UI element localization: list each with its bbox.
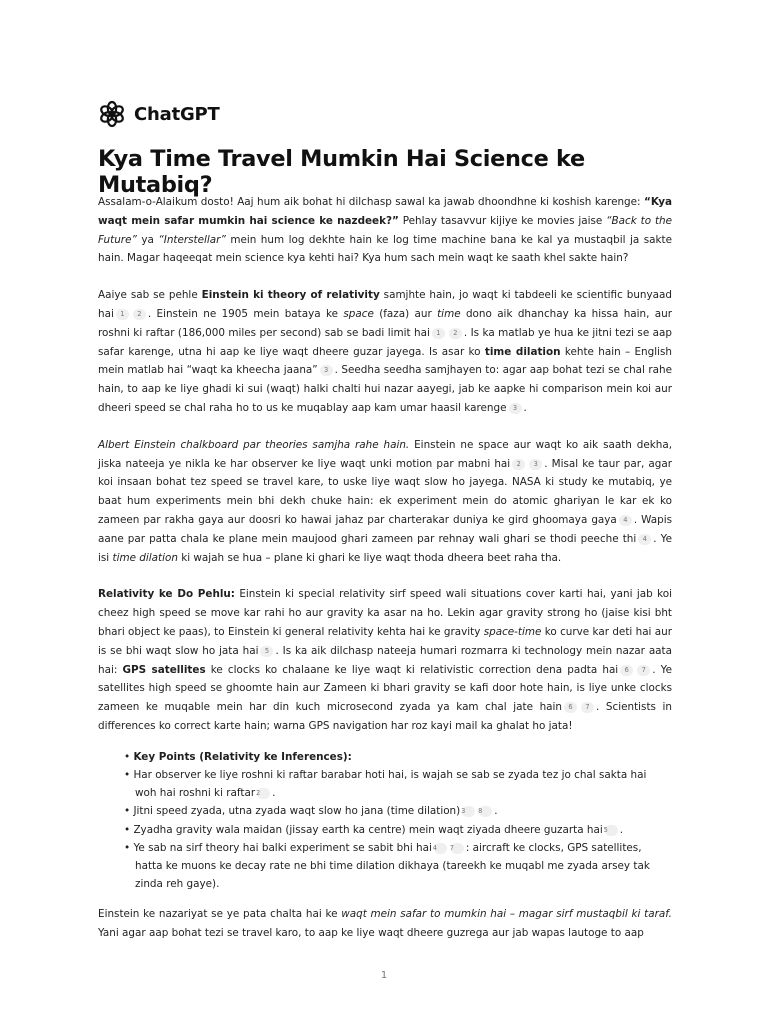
list-item: • Jitni speed zyada, utna zyada waqt slow ho jana (time dilation)3 8 .	[124, 802, 664, 820]
citation-badge[interactable]: 2	[257, 788, 270, 799]
citation-badge[interactable]: 1	[116, 309, 129, 320]
citation-badge[interactable]: 2	[449, 328, 462, 339]
citation-badge[interactable]: 3	[462, 806, 475, 817]
list-item: • Key Points (Relativity ke Inferences):	[124, 748, 664, 766]
citation-badge[interactable]: 6	[620, 665, 633, 676]
paragraph-conclusion: Einstein ke nazariyat se ye pata chalta hai ke waqt mein safar to mumkin hai – magar sirf mustaqbil ki taraf. Yani agar aap bohat tezi se travel karo, to aap ke liye waqt dheere guzrega aur jab wapas lautoge to aap	[98, 908, 672, 940]
citation-badge[interactable]: 5	[260, 646, 273, 657]
page-title: Kya Time Travel Mumkin Hai Science ke Mutabiq?	[98, 146, 585, 198]
list-item: • Ye sab na sirf theory hai balki experiment se sabit bhi hai4 7 : aircraft ke clocks, GPS satellites, hatta ke muons ke decay rate ne bhi time dilation dikhaya (tareekh ke muqabl me zyada arsey tak zinda reh gaye).	[124, 839, 664, 894]
openai-flower-icon	[98, 100, 126, 128]
list-item: • Har observer ke liye roshni ki raftar barabar hoti hai, is wajah se sab se zyada tez jo chal sakta hai woh hai roshni ki raftar2 .	[124, 766, 664, 802]
citation-badge[interactable]: 7	[451, 843, 464, 854]
citation-badge[interactable]: 3	[320, 365, 333, 376]
citation-badge[interactable]: 5	[605, 825, 618, 836]
citation-badge[interactable]: 3	[529, 459, 542, 470]
citation-badge[interactable]: 1	[432, 328, 445, 339]
paragraph-einstein-experiment: Albert Einstein chalkboard par theories samjha rahe hain. Einstein ne space aur waqt ko aik saath dekha, jiska nateeja ye nikla ke har observer ke liye waqt unki motion par mabni hai 2 3 . Misal ke taur par, agar koi insaan bohat tez speed se travel kare, to uske liye waqt slow ho jayega. NASA ki study ke mutabiq, ye baat hum experiments mein bhi dekh chuke hain: ek experiment mein do atomic ghariyan le kar ek ko zameen par rakha gaya aur doosri ko hawai jahaz par charterakar duniya ke gird ghoomaya gaya 4 . Wapis aane par patta chala ke plane mein maujood ghari zameen par rehnay wali ghari se thodi peeche thi 4 . Ye isi time dilation ki wajah se hua – plane ki ghari ke liye waqt thoda dheera beet raha tha.	[98, 438, 673, 564]
brand-header	[98, 100, 220, 128]
article-body	[98, 193, 672, 943]
citation-badge[interactable]: 7	[637, 665, 650, 676]
page-number: 1	[380, 970, 388, 981]
citation-badge[interactable]: 6	[564, 702, 577, 713]
brand-name: ChatGPT	[134, 103, 220, 125]
citation-badge[interactable]: 7	[581, 702, 594, 713]
key-points-list	[124, 748, 664, 894]
list-item: • Zyadha gravity wala maidan (jissay earth ka centre) mein waqt ziyada dheere guzarta hai5 .	[124, 821, 664, 839]
citation-badge[interactable]: 2	[133, 309, 146, 320]
paragraph-intro: Assalam-o-Alaikum dosto! Aaj hum aik bohat hi dilchasp sawal ka jawab dhoondhne ki koshish karenge: “Kya waqt mein safar mumkin hai science ke nazdeek?” Pehlay tasavvur kijiye ke movies jaise “Back to the Future” ya “Interstellar” mein hum log dekhte hain ke log time machine bana ke kal ya mustaqbil ja sakte hain. Magar haqeeqat mein science kya kehti hai? Kya hum sach mein waqt ke saath khel sakte hain?	[98, 196, 673, 265]
citation-badge[interactable]: 8	[479, 806, 492, 817]
paragraph-two-aspects: Relativity ke Do Pehlu: Einstein ki special relativity sirf speed wali situations cover karti hai, yani jab koi cheez high speed se move kar rahi ho aur gravity ka asar na ho. Lekin agar gravity strong ho (jaise kisi bht bhari object ke paas), to Einstein ki general relativity kehta hai ke gravity space-time ko curve kar deti hai aur is se bhi waqt slow ho jata hai 5 . Is ka aik dilchasp nateeja humari rozmarra ki technology mein nazar aata hai: GPS satellites ke clocks ko chalaane ke liye waqt ki relativistic correction dena padta hai 6 7 . Ye satellites high speed se ghoomte hain aur Zameen ki bhari gravity se kafi door hote hain, is liye unke clocks zameen ke muqable mein har din kuch microsecond zyada ya kam chal jate hain 6 7 . Scientists in differences ko correct karte hain; warna GPS navigation har roz kayi mail ka ghalat ho jata!	[98, 588, 672, 732]
citation-badge[interactable]: 3	[509, 403, 522, 414]
citation-badge[interactable]: 4	[434, 843, 447, 854]
citation-badge[interactable]: 2	[512, 459, 525, 470]
citation-badge[interactable]: 4	[638, 534, 651, 545]
paragraph-relativity: Aaiye sab se pehle Einstein ki theory of relativity samjhte hain, jo waqt ki tabdeeli ke scientific bunyaad hai 1 2 . Einstein ne 1905 mein bataya ke space (faza) aur time dono aik dhanchay ka hissa hain, aur roshni ki raftar (186,000 miles per second) sab se badi limit hai 1 2 . Is ka matlab ye hua ke jitni tezi se aap safar karenge, utna hi aap ke liye waqt dheere guzar jayega. Is asar ko time dilation kehte hain – English mein matlab hai “waqt ka kheecha jaana” 3 . Seedha seedha samjhayen to: agar aap bohat tezi se chal rahe hain, to aap ke liye ghadi ki sui (waqt) halki chalti hui nazar aayegi, jab ke aapke hi comparison mein koi aur dheeri speed se chal raha ho to us ke muqablay aap kam umar haasil karenge 3 .	[98, 289, 672, 414]
citation-badge[interactable]: 4	[619, 515, 632, 526]
